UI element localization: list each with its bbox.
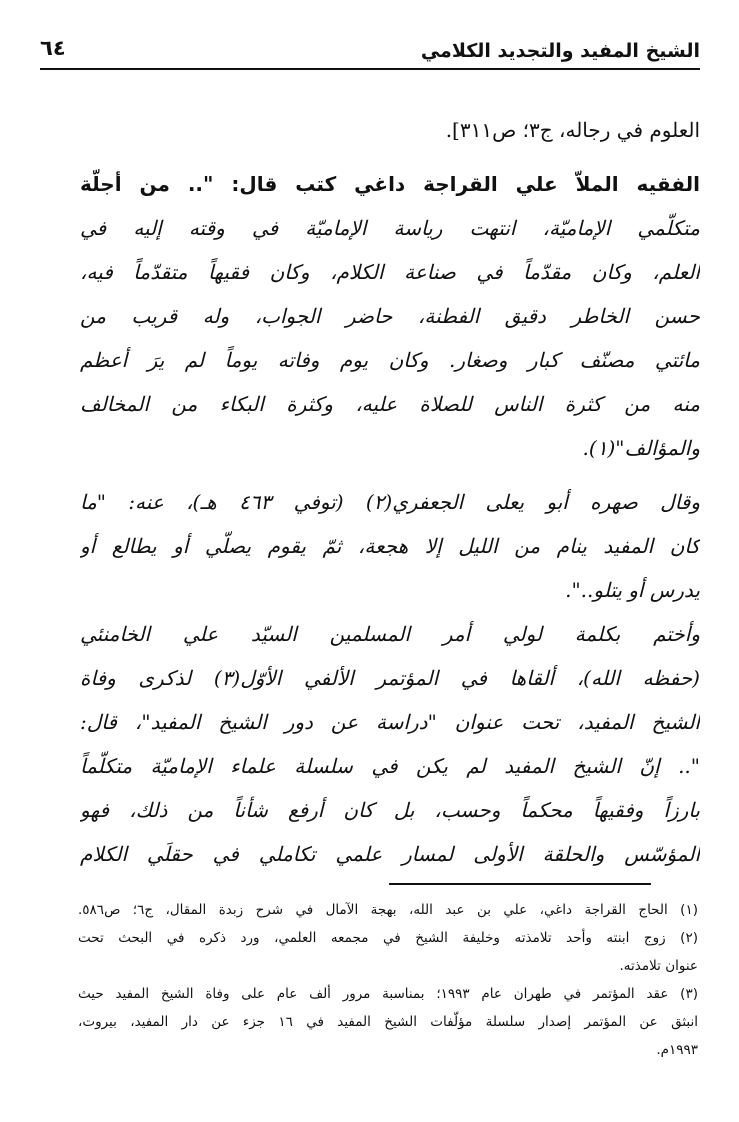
footnote-line: (٢) زوج ابنته وأحد تلامذته وخليفة الشيخ في مجمعه العلمي، ورد ذكره في البحث تحت [78, 930, 698, 946]
body-line: متكلّمي الإماميّة، انتهت رياسة الإماميّة في وقته إليه في [80, 216, 700, 240]
body-text [80, 108, 700, 876]
page-number: ٦٤ [40, 36, 66, 60]
body-line: العلوم في رجاله، ج٣؛ ص٣١١]. [445, 118, 700, 142]
body-line: والمؤالف"(١). [582, 436, 700, 460]
body-line: الفقيه الملاّ علي القراجة داغي كتب قال: ".. من أجلّة [80, 172, 700, 196]
footnote-line: انبثق عن المؤتمر إصدار سلسلة مؤلّفات الشيخ المفيد في ١٦ جزء عن دار المفيد، بيروت، [78, 1014, 698, 1030]
running-title: الشيخ المفيد والتجديد الكلامي [420, 40, 700, 62]
page-header [40, 32, 700, 66]
footnote-line: عنوان تلامذته. [619, 958, 698, 974]
footnotes [78, 896, 698, 1064]
body-line: وقال صهره أبو يعلى الجعفري(٢) (توفي ٤٦٣ هـ)، عنه: "ما [80, 490, 700, 514]
body-line: مائتي مصنّف كبار وصغار. وكان يوم وفاته يوماً لم يرَ أعظم [80, 348, 700, 372]
body-line: حسن الخاطر دقيق الفطنة، حاضر الجواب، وله قريب من [80, 304, 700, 328]
footnote-line: ١٩٩٣م. [656, 1042, 698, 1058]
body-line: ".. إنّ الشيخ المفيد لم يكن في سلسلة علماء الإماميّة متكلّماً [80, 754, 700, 778]
body-line: بارزاً وفقيهاً محكماً وحسب، بل كان أرفع شأناً من ذلك، فهو [80, 798, 700, 822]
footnote-line: (١) الحاج القراجة داغي، علي بن عبد الله، بهجة الآمال في شرح زبدة المقال، ج٦؛ ص٥٨٦. [78, 902, 698, 918]
body-line: وأختم بكلمة لولي أمر المسلمين السيّد علي الخامنئي [80, 622, 700, 646]
footnote-rule [389, 883, 651, 885]
body-line: (حفظه الله)، ألقاها في المؤتمر الألفي الأوّل(٣) لذكرى وفاة [80, 666, 700, 690]
body-line: كان المفيد ينام من الليل إلا هجعة، ثمّ يقوم يصلّي أو يطالع أو [80, 534, 700, 558]
body-line: الشيخ المفيد، تحت عنوان "دراسة عن دور الشيخ المفيد"، قال: [80, 710, 700, 734]
body-line: منه من كثرة الناس للصلاة عليه، وكثرة البكاء من المخالف [80, 392, 700, 416]
header-rule [40, 68, 700, 70]
body-line: المؤسّس والحلقة الأولى لمسار علمي تكاملي في حقلَي الكلام [80, 842, 700, 866]
footnote-line: (٣) عقد المؤتمر في طهران عام ١٩٩٣؛ بمناسبة مرور ألف عام على وفاة الشيخ المفيد حيث [78, 986, 698, 1002]
body-line: العلم، وكان مقدّماً في صناعة الكلام، وكان فقيهاً متقدّماً فيه، [80, 260, 700, 284]
body-line: يدرس أو يتلو..". [565, 578, 700, 602]
